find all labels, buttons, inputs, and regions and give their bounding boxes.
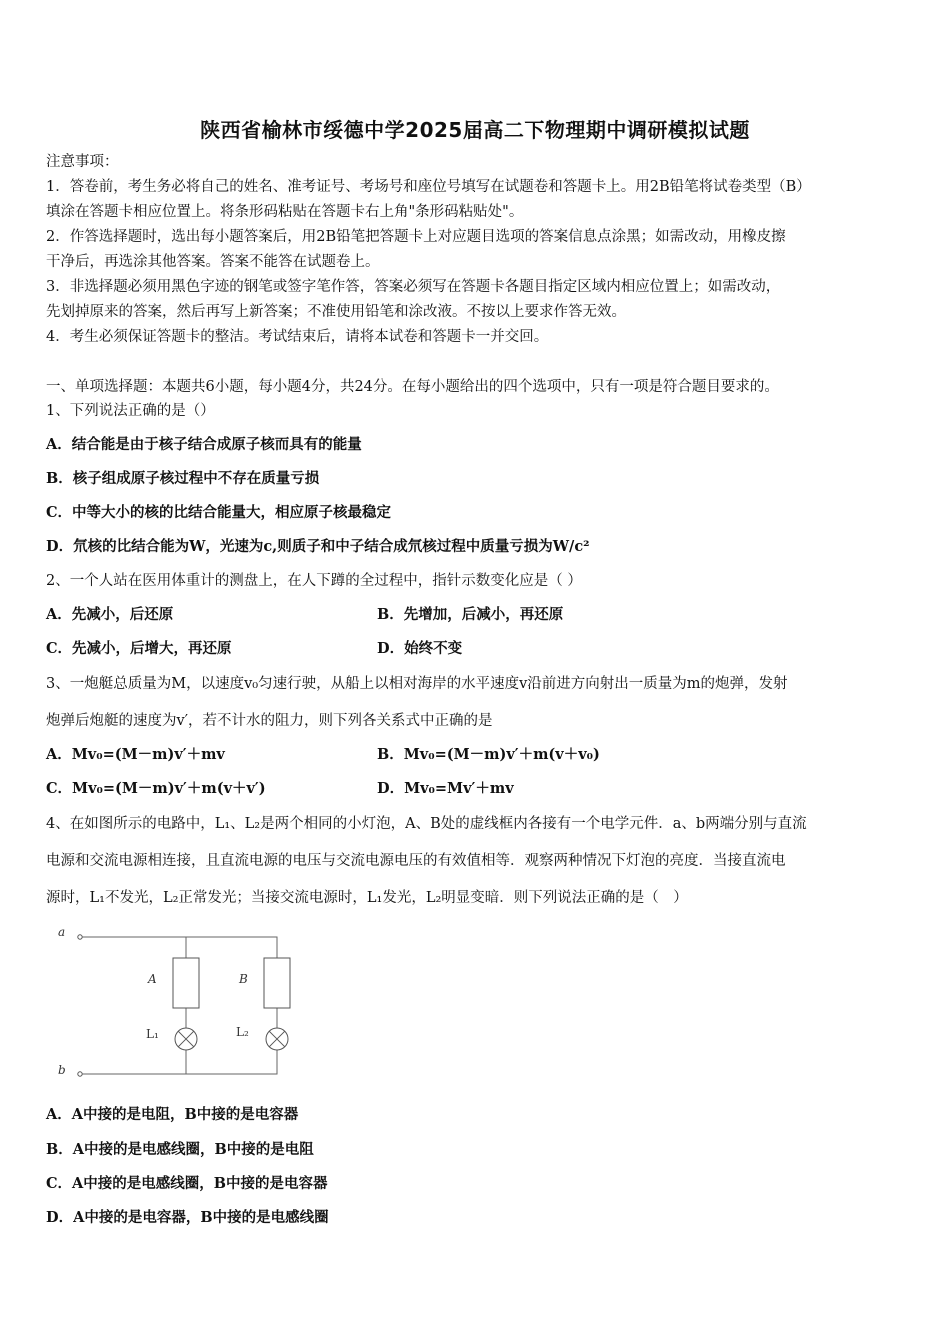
terminal-a-label: a: [58, 925, 66, 939]
question-3-stem: 炮弹后炮艇的速度为v′，若不计水的阻力，则下列各关系式中正确的是: [46, 713, 493, 729]
question-3-option-d: D．Mv₀=Mv′＋mv: [377, 780, 514, 797]
question-3-option-a: A．Mv₀=(M－m)v′＋mv: [46, 746, 225, 763]
question-2-option-a: A．先减小，后还原: [46, 606, 174, 623]
notice-line: 3．非选择题必须用黑色字迹的钢笔或签字笔作答，答案必须写在答题卡各题目指定区域内相应位置上；如需改动，: [46, 279, 781, 295]
question-3-option-b: B．Mv₀=(M－m)v′＋m(v＋v₀): [377, 746, 600, 763]
box-a-label: A: [148, 972, 157, 986]
top-wire: [82, 937, 277, 958]
lamp-l1-icon: [175, 1028, 197, 1050]
terminal-a: [78, 935, 82, 939]
question-3-option-c: C．Mv₀=(M－m)v′＋m(v＋v′): [46, 780, 266, 797]
question-1-option-b: B．核子组成原子核过程中不存在质量亏损: [46, 470, 320, 487]
notice-line: 4．考生必须保证答题卡的整洁。考试结束后，请将本试卷和答题卡一并交回。: [46, 329, 549, 345]
question-4-option-d: D．A中接的是电容器，B中接的是电感线圈: [46, 1209, 329, 1226]
notice-line: 1．答卷前，考生务必将自己的姓名、准考证号、考场号和座位号填写在试题卷和答题卡上。用2B铅笔将试卷类型（B）: [46, 179, 811, 195]
question-2-option-d: D．始终不变: [377, 640, 463, 657]
question-4-stem: 4、在如图所示的电路中，L₁、L₂是两个相同的小灯泡，A、B处的虚线框内各接有一个电学元件．a、b两端分别与直流: [46, 816, 807, 832]
question-3-stem: 3、一炮艇总质量为M，以速度v₀匀速行驶，从船上以相对海岸的水平速度v沿前进方向射出一质量为m的炮弹，发射: [46, 676, 788, 692]
notice-line: 填涂在答题卡相应位置上。将条形码粘贴在答题卡右上角"条形码粘贴处"。: [46, 204, 524, 220]
question-2-option-b: B．先增加，后减小，再还原: [377, 606, 564, 623]
component-box-a: [173, 958, 199, 1008]
lamp-l2-label: L₂: [236, 1025, 249, 1039]
question-4-stem: 电源和交流电源相连接，且直流电源的电压与交流电源电压的有效值相等．观察两种情况下灯泡的亮度．当接直流电: [46, 853, 786, 869]
question-1-option-a: A．结合能是由于核子结合成原子核而具有的能量: [46, 436, 362, 453]
terminal-b: [78, 1072, 82, 1076]
component-box-b: [264, 958, 290, 1008]
circuit-diagram: [46, 922, 306, 1082]
terminal-b-label: b: [58, 1063, 66, 1077]
question-4-option-c: C．A中接的是电感线圈，B中接的是电容器: [46, 1175, 328, 1192]
question-1-stem: 1、下列说法正确的是（）: [46, 403, 215, 419]
notice-line: 2．作答选择题时，选出每小题答案后，用2B铅笔把答题卡上对应题目选项的答案信息点涂黑；如需改动，用橡皮擦: [46, 229, 786, 245]
notice-line: 干净后，再选涂其他答案。答案不能答在试题卷上。: [46, 254, 380, 270]
box-b-label: B: [239, 972, 248, 986]
question-1-option-c: C．中等大小的核的比结合能量大，相应原子核最稳定: [46, 504, 392, 521]
question-4-option-a: A．A中接的是电阻，B中接的是电容器: [46, 1106, 299, 1123]
page-title: 陕西省榆林市绥德中学2025届高二下物理期中调研模拟试题: [200, 118, 750, 142]
question-2-stem: 2、一个人站在医用体重计的测盘上，在人下蹲的全过程中，指针示数变化应是（ ）: [46, 573, 582, 589]
question-4-option-b: B．A中接的是电感线圈，B中接的是电阻: [46, 1141, 314, 1158]
question-1-option-d: D．氘核的比结合能为W，光速为c,则质子和中子结合成氘核过程中质量亏损为W/c²: [46, 538, 590, 555]
question-2-option-c: C．先减小，后增大，再还原: [46, 640, 232, 657]
notice-heading: 注意事项：: [46, 154, 119, 170]
section-heading: 一、单项选择题：本题共6小题，每小题4分，共24分。在每小题给出的四个选项中，只有一项是符合题目要求的。: [46, 379, 779, 395]
lamp-l1-label: L₁: [146, 1027, 159, 1041]
lamp-l2-icon: [266, 1028, 288, 1050]
notice-line: 先划掉原来的答案，然后再写上新答案；不准使用铅笔和涂改液。不按以上要求作答无效。: [46, 304, 626, 320]
bottom-wire: [82, 1050, 277, 1074]
question-4-stem: 源时，L₁不发光，L₂正常发光；当接交流电源时，L₁发光，L₂明显变暗．则下列说法正确的是（ ）: [46, 890, 688, 906]
